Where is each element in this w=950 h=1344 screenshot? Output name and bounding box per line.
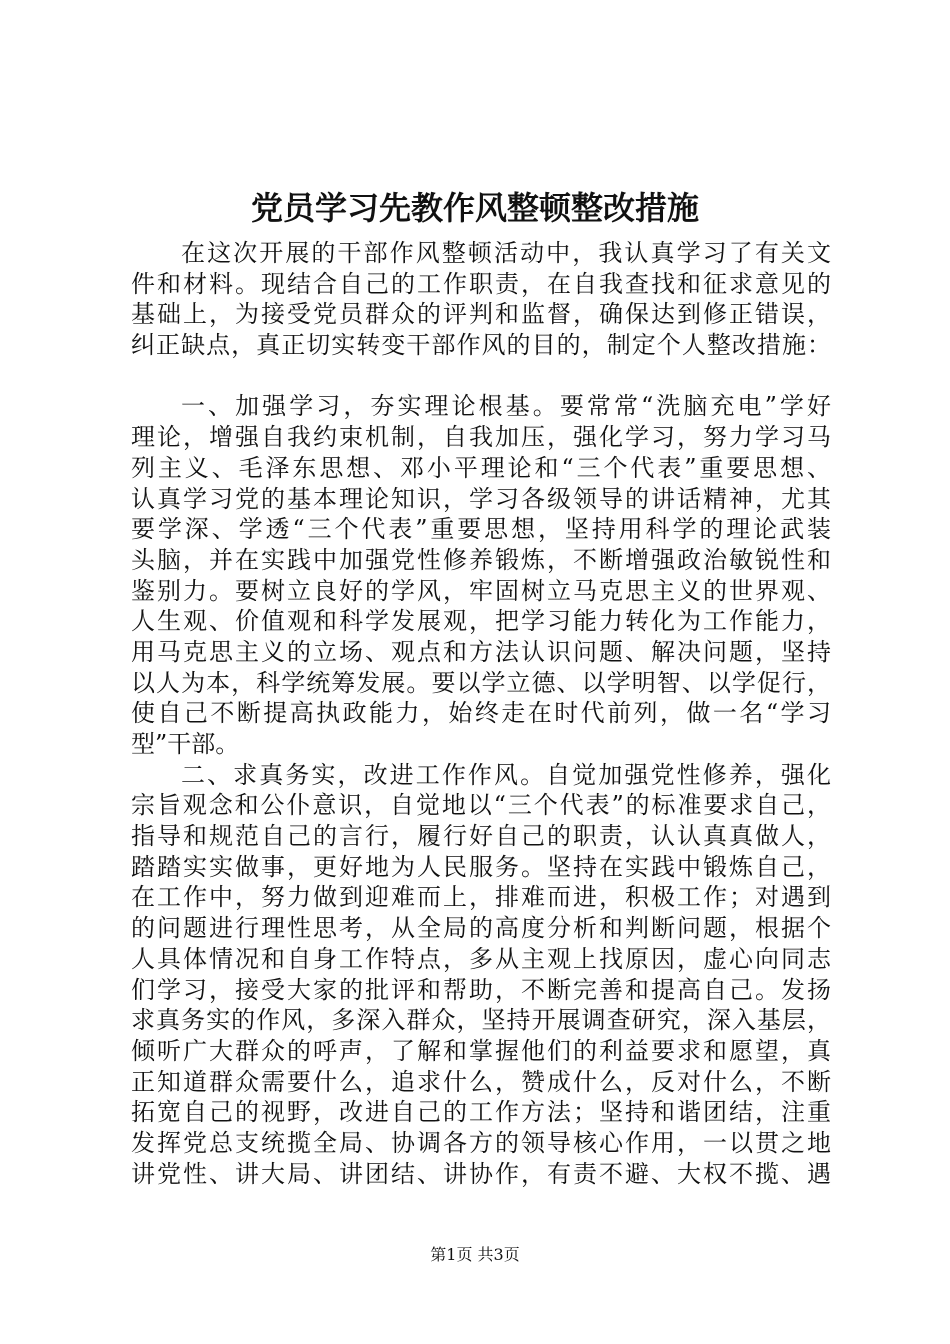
text-line: 鉴别力。要树立良好的学风，牢固树立马克思主义的世界观、 xyxy=(131,576,831,605)
document-body xyxy=(131,238,831,1189)
page-number-footer: 第1页 共3页 xyxy=(430,1245,520,1264)
text-line: 们学习，接受大家的批评和帮助，不断完善和提高自己。发扬 xyxy=(131,975,831,1004)
text-line: 要学深、学透“三个代表”重要思想，坚持用科学的理论武装 xyxy=(131,515,831,544)
text-line: 在这次开展的干部作风整顿活动中，我认真学习了有关文 xyxy=(181,239,831,267)
text-line: 人具体情况和自身工作特点，多从主观上找原因，虚心向同志 xyxy=(131,944,831,973)
text-line: 发挥党总支统揽全局、协调各方的领导核心作用，一以贯之地 xyxy=(131,1128,831,1157)
text-line: 头脑，并在实践中加强党性修养锻炼，不断增强政治敏锐性和 xyxy=(131,545,831,574)
text-line: 一、加强学习，夯实理论根基。要常常“洗脑充电”学好 xyxy=(181,392,831,421)
text-line: 踏踏实实做事，更好地为人民服务。坚持在实践中锻炼自己， xyxy=(131,852,831,881)
text-line: 件和材料。现结合自己的工作职责，在自我查找和征求意见的 xyxy=(131,269,831,298)
text-line: 二、求真务实，改进工作作风。自觉加强党性修养，强化 xyxy=(181,760,831,789)
text-line: 讲党性、讲大局、讲团结、讲协作，有责不避、大权不揽、遇 xyxy=(131,1159,831,1188)
text-line: 指导和规范自己的言行，履行好自己的职责，认认真真做人， xyxy=(131,822,831,851)
text-line: 求真务实的作风，多深入群众，坚持开展调查研究，深入基层， xyxy=(131,1006,831,1035)
text-line: 使自己不断提高执政能力，始终走在时代前列，做一名“学习 xyxy=(131,699,831,728)
text-line: 纠正缺点，真正切实转变干部作风的目的，制定个人整改措施： xyxy=(131,331,831,360)
text-line: 用马克思主义的立场、观点和方法认识问题、解决问题，坚持 xyxy=(131,637,831,666)
text-line: 人生观、价值观和科学发展观，把学习能力转化为工作能力， xyxy=(131,607,831,636)
text-line: 倾听广大群众的呼声，了解和掌握他们的利益要求和愿望，真 xyxy=(131,1036,831,1065)
text-line: 列主义、毛泽东思想、邓小平理论和“三个代表”重要思想、 xyxy=(131,453,831,482)
text-line: 宗旨观念和公仆意识，自觉地以“三个代表”的标准要求自己， xyxy=(131,791,831,820)
paragraph-work-style xyxy=(131,760,831,1190)
document-title: 党员学习先教作风整顿整改措施 xyxy=(250,189,699,227)
text-line: 正知道群众需要什么，追求什么，赞成什么，反对什么，不断 xyxy=(131,1067,831,1096)
text-line: 在工作中，努力做到迎难而上，排难而进，积极工作；对遇到 xyxy=(131,883,831,912)
paragraph-spacer xyxy=(131,361,831,392)
text-line: 的问题进行理性思考，从全局的高度分析和判断问题，根据个 xyxy=(131,914,831,943)
paragraph-intro xyxy=(131,238,831,361)
text-line: 以人为本，科学统筹发展。要以学立德、以学明智、以学促行， xyxy=(131,668,831,697)
text-line: 认真学习党的基本理论知识，学习各级领导的讲话精神，尤其 xyxy=(131,484,831,513)
text-line: 拓宽自己的视野，改进自己的工作方法；坚持和谐团结，注重 xyxy=(131,1098,831,1127)
paragraph-study xyxy=(131,391,831,759)
text-line: 型”干部。 xyxy=(131,730,240,758)
text-line: 基础上，为接受党员群众的评判和监督，确保达到修正错误， xyxy=(131,300,831,329)
text-line: 理论，增强自我约束机制，自我加压，强化学习，努力学习马 xyxy=(131,423,831,452)
